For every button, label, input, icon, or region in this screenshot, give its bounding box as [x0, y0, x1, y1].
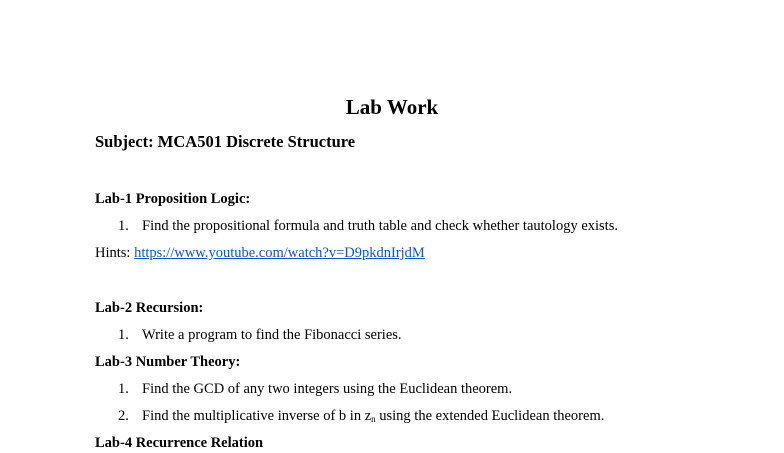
list-text-subscript: n	[371, 414, 376, 424]
lab-3-item-1	[118, 379, 512, 399]
hints-label: Hints:	[95, 245, 135, 261]
lab-1-heading: Lab-1 Proposition Logic:	[95, 191, 251, 207]
list-number: 1.	[118, 381, 129, 397]
subject-line: Subject: MCA501 Discrete Structure	[95, 132, 356, 151]
hints-link[interactable]: https://www.youtube.com/watch?v=D9pkdnIrjdM	[134, 245, 425, 261]
lab-2-item-1	[118, 325, 402, 345]
list-text: Find the propositional formula and truth table and check whether tautology exists.	[142, 218, 618, 234]
lab-2-heading: Lab-2 Recursion:	[95, 300, 204, 316]
lab-1-item-1	[118, 216, 618, 236]
list-number: 1.	[118, 218, 129, 234]
list-text-after: using the extended Euclidean theorem.	[375, 408, 605, 424]
list-text: Find the GCD of any two integers using the Euclidean theorem.	[142, 381, 513, 397]
lab-3-item-2	[118, 406, 604, 426]
page-title: Lab Work	[345, 95, 439, 119]
list-text-before: Find the multiplicative inverse of b in z	[142, 408, 372, 424]
lab-3-heading: Lab-3 Number Theory:	[95, 354, 241, 370]
list-number: 2.	[118, 408, 129, 424]
lab-4-heading: Lab-4 Recurrence Relation	[95, 435, 264, 451]
list-number: 1.	[118, 327, 129, 343]
list-text: Write a program to find the Fibonacci series.	[142, 327, 402, 343]
lab-1-hints	[95, 243, 425, 263]
